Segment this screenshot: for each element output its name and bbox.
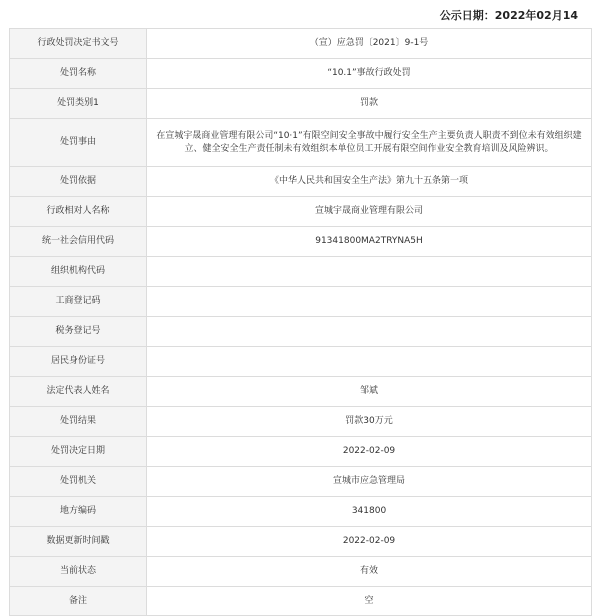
row-value: 宣城市应急管理局: [147, 467, 592, 497]
row-label: 居民身份证号: [10, 347, 147, 377]
row-value: [147, 347, 592, 377]
table-row: [10, 377, 592, 407]
publish-date: 公示日期：2022年02月14: [439, 9, 578, 22]
table-row: [10, 257, 592, 287]
table-row: [10, 167, 592, 197]
table-row: [10, 287, 592, 317]
table-row: [10, 59, 592, 89]
table-row: [10, 227, 592, 257]
row-label: 行政相对人名称: [10, 197, 147, 227]
row-label: 处罚名称: [10, 59, 147, 89]
penalty-info-table: [9, 28, 592, 616]
row-value: 空: [147, 587, 592, 616]
table-row: [10, 407, 592, 437]
table-row: [10, 527, 592, 557]
row-label: 处罚机关: [10, 467, 147, 497]
row-value: 邹斌: [147, 377, 592, 407]
row-label: 处罚决定日期: [10, 437, 147, 467]
row-label: 组织机构代码: [10, 257, 147, 287]
table-row: [10, 197, 592, 227]
row-value: 在宣城宇晟商业管理有限公司“10·1”有限空间安全事故中履行安全生产主要负责人职责不到位未有效组织建立、健全安全生产责任制未有效组织本单位员工开展有限空间作业安全教育培训及风险辨识。: [147, 119, 592, 167]
row-value: 宣城宇晟商业管理有限公司: [147, 197, 592, 227]
row-label: 处罚类别1: [10, 89, 147, 119]
table-row: [10, 497, 592, 527]
row-label: 工商登记码: [10, 287, 147, 317]
row-value: 《中华人民共和国安全生产法》第九十五条第一项: [147, 167, 592, 197]
row-value: 2022-02-09: [147, 437, 592, 467]
row-label: 法定代表人姓名: [10, 377, 147, 407]
row-value: [147, 257, 592, 287]
row-value: “10.1”事故行政处罚: [147, 59, 592, 89]
row-value: [147, 287, 592, 317]
row-value: [147, 317, 592, 347]
row-value: 罚款: [147, 89, 592, 119]
row-value: 有效: [147, 557, 592, 587]
row-label: 备注: [10, 587, 147, 616]
table-row: [10, 557, 592, 587]
row-label: 处罚事由: [10, 119, 147, 167]
row-label: 处罚依据: [10, 167, 147, 197]
row-label: 数据更新时间戳: [10, 527, 147, 557]
row-label: 行政处罚决定书文号: [10, 29, 147, 59]
row-label: 统一社会信用代码: [10, 227, 147, 257]
row-label: 税务登记号: [10, 317, 147, 347]
row-value: 罚款30万元: [147, 407, 592, 437]
table-row: [10, 347, 592, 377]
table-row: [10, 317, 592, 347]
row-value: 341800: [147, 497, 592, 527]
row-label: 地方编码: [10, 497, 147, 527]
row-value: 2022-02-09: [147, 527, 592, 557]
table-row: [10, 437, 592, 467]
table-row: [10, 587, 592, 616]
row-value: 91341800MA2TRYNA5H: [147, 227, 592, 257]
table-row: [10, 29, 592, 59]
table-row: [10, 119, 592, 167]
table-row: [10, 467, 592, 497]
row-value: （宣）应急罚〔2021〕9-1号: [147, 29, 592, 59]
row-label: 当前状态: [10, 557, 147, 587]
table-row: [10, 89, 592, 119]
row-label: 处罚结果: [10, 407, 147, 437]
